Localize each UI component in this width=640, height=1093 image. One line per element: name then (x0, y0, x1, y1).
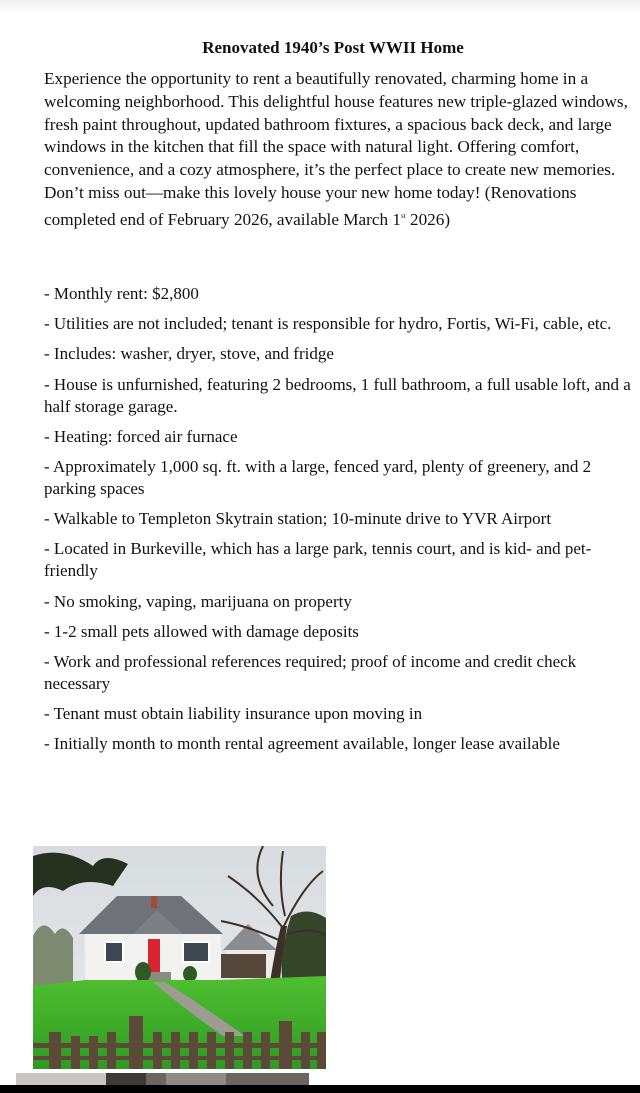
detail-item-pets: - 1-2 small pets allowed with damage deposits (44, 621, 359, 641)
photo-house-window-right (183, 942, 209, 962)
description-end: 2026) (405, 209, 451, 229)
detail-item-size: - Approximately 1,000 sq. ft. with a large, fenced yard, plenty of greenery, and 2 parking spaces (44, 456, 592, 498)
top-edge-shadow (0, 0, 640, 14)
detail-item-smoking: - No smoking, vaping, marijuana on property (44, 591, 352, 611)
detail-item-utilities: - Utilities are not included; tenant is responsible for hydro, Fortis, Wi-Fi, cable, etc. (44, 314, 612, 334)
second-photo-preview[interactable] (16, 1073, 309, 1085)
detail-item-transit: - Walkable to Templeton Skytrain station; 10-minute drive to YVR Airport (44, 509, 552, 529)
detail-item-references: - Work and professional references required; proof of income and credit check necessary (44, 651, 577, 693)
ordinal-suffix: st (401, 211, 406, 220)
photo-chimney (151, 896, 157, 908)
detail-item-rent: - Monthly rent: $2,800 (44, 284, 199, 303)
preview-mid-area (166, 1073, 226, 1085)
description-text: Experience the opportunity to rent a beautifully renovated, charming home in a welcoming neighborhood. This delightful house features new triple-glazed windows, fresh paint throughout, updated bathroom fixtures, a spacious back deck, and large windows in the kitchen that fill the space with natural light. Offering comfort, convenience, and a cozy atmosphere, it’s the perfect place to create new memories. Don’t miss out—make this lovely house your new home today! (Renovations completed end of February 2026, available March 1 (44, 69, 628, 229)
detail-item-insurance: - Tenant must obtain liability insurance upon moving in (44, 704, 423, 724)
detail-item-neighborhood: - Located in Burkeville, which has a large park, tennis court, and is kid- and pet-friendly (44, 539, 592, 581)
photo-house-window-left (105, 942, 123, 962)
detail-item-heating: - Heating: forced air furnace (44, 426, 238, 446)
photo-left-trees (33, 925, 73, 986)
preview-dark-area (106, 1073, 146, 1085)
bottom-bar (0, 1085, 640, 1093)
listing-details-list (44, 283, 634, 763)
preview-light-area (16, 1073, 106, 1085)
detail-item-appliances: - Includes: washer, dryer, stove, and fridge (44, 344, 334, 364)
photo-shrub-right (183, 966, 197, 982)
photo-shrub-left (135, 962, 151, 982)
detail-item-lease: - Initially month to month rental agreement available, longer lease available (44, 734, 560, 754)
photo-side-fence (221, 954, 266, 978)
detail-item-layout: - House is unfurnished, featuring 2 bedrooms, 1 full bathroom, a full usable loft, and a half storage garage. (44, 374, 631, 416)
listing-title: Renovated 1940’s Post WWII Home (202, 38, 464, 57)
house-photo[interactable] (33, 846, 326, 1069)
listing-description (44, 68, 632, 232)
